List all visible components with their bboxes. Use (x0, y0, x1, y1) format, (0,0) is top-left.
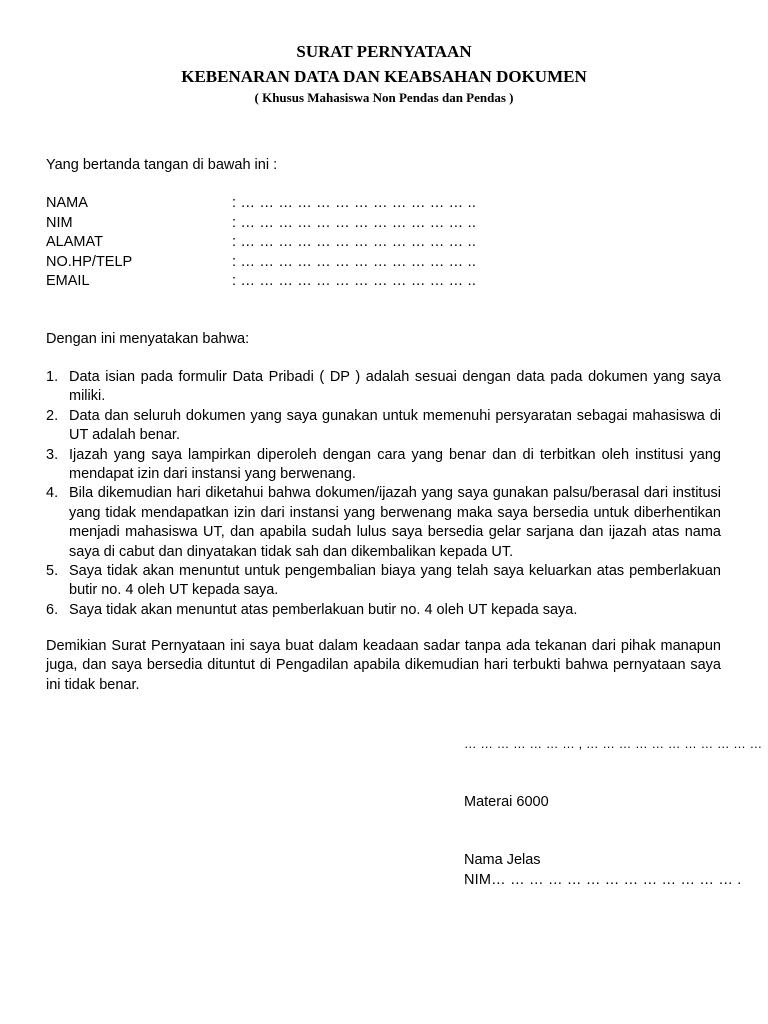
field-label: NO.HP/TELP (46, 253, 133, 270)
statement-number: 3. (46, 446, 59, 463)
field-label: NIM (46, 214, 73, 231)
field-blank: : … … … … … … … … … … … … .. (232, 273, 477, 289)
statement-text: Ijazah yang saya lampirkan diperoleh dengan cara yang benar dan di terbitkan oleh institusi yang mendapat izin dari instansi yang berwenang. (69, 446, 721, 483)
field-blank: : … … … … … … … … … … … … .. (232, 195, 477, 211)
statement-text: Data isian pada formulir Data Pribadi ( DP ) adalah sesuai dengan data pada dokumen yang saya miliki. (69, 369, 721, 405)
statement-item (46, 368, 721, 407)
closing-paragraph: Demikian Surat Pernyataan ini saya buat dalam keadaan sadar tanpa ada tekanan dari pihak manapun juga, dan saya bersedia dituntut di Pengadilan apabila dikemudian hari terbukti bahwa pernyataan saya ini tidak benar. (46, 638, 721, 693)
statement-item (46, 601, 721, 620)
field-label: NAMA (46, 195, 88, 211)
nim-blank: NIM… … … … … … … … … … … … … . (464, 872, 742, 888)
statement-number: 4. (46, 485, 59, 502)
statement-number: 6. (46, 601, 59, 618)
statement-text: Data dan seluruh dokumen yang saya gunakan untuk memenuhi persyaratan sebagai mahasiswa di UT adalah benar. (69, 407, 721, 444)
field-nim (46, 214, 477, 234)
field-label: ALAMAT (46, 234, 103, 250)
statement-item (46, 407, 721, 446)
field-blank: : … … … … … … … … … … … … .. (232, 214, 477, 231)
statement-number: 5. (46, 563, 59, 580)
lead-text: Dengan ini menyatakan bahwa: (46, 331, 250, 347)
statement-number: 1. (46, 369, 59, 385)
statement-number: 2. (46, 407, 59, 424)
document-note: ( Khusus Mahasiswa Non Pendas dan Pendas ) (254, 90, 514, 105)
field-nama (46, 194, 477, 214)
statement-item (46, 484, 721, 562)
field-email (46, 272, 477, 292)
statement-text: Saya tidak akan menuntut atas pemberlakuan butir no. 4 oleh UT kepada saya. (69, 601, 578, 618)
field-blank: : … … … … … … … … … … … … .. (232, 234, 477, 250)
field-blank: : … … … … … … … … … … … … .. (232, 253, 477, 270)
full-name-label: Nama Jelas (464, 852, 541, 868)
stamp-label: Materai 6000 (464, 794, 549, 810)
intro-text: Yang bertanda tangan di bawah ini : (46, 157, 278, 173)
field-alamat (46, 233, 477, 253)
statement-text: Bila dikemudian hari diketahui bahwa dokumen/ijazah yang saya gunakan palsu/berasal dari institusi yang tidak mendapatkan izin dari instansi yang berwenang maka saya bersedia untuk diberhentikan menjadi mahasiswa UT, dan apabila sudah lulus saya bersedia gelar sarjana dan ijazah atas nama saya di cabut dan dinyatakan tidak sah dan dikembalikan kepada UT. (69, 485, 721, 560)
field-label: EMAIL (46, 273, 90, 289)
statement-list (46, 368, 721, 620)
document-subtitle: KEBENARAN DATA DAN KEABSAHAN DOKUMEN (181, 67, 587, 86)
field-hp-telp (46, 253, 477, 273)
document-title: SURAT PERNYATAAN (296, 42, 472, 61)
statement-item (46, 562, 721, 601)
statement-item (46, 446, 721, 485)
place-date-blank: … … … … … … … , … … … … … … … … … … … (464, 737, 763, 751)
statement-text: Saya tidak akan menuntut untuk pengembalian biaya yang telah saya keluarkan atas pemberlakuan butir no. 4 oleh UT kepada saya. (69, 563, 721, 599)
identity-fields (46, 194, 477, 292)
